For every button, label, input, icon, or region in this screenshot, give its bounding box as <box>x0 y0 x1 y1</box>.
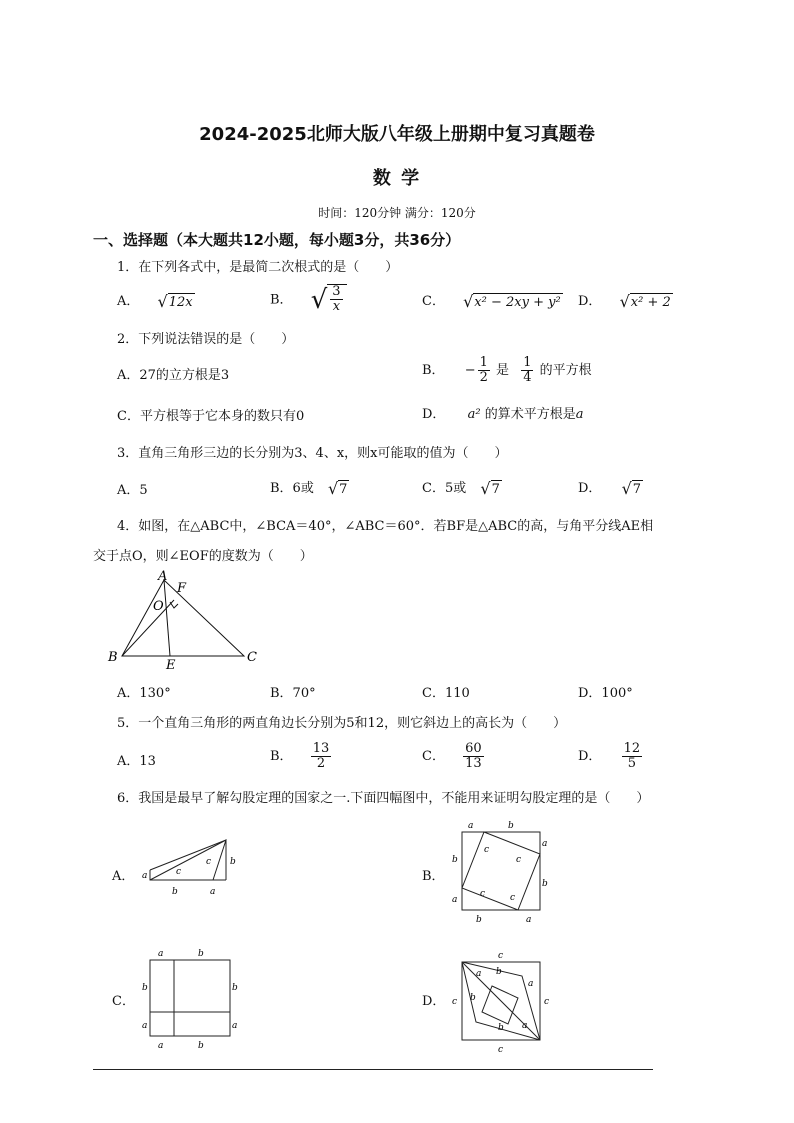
var-b: b <box>542 879 548 889</box>
q4-option-a: A．130° <box>117 686 171 701</box>
fraction: $\frac{1}{4}$ <box>523 355 532 385</box>
var-b: b <box>498 1023 504 1033</box>
var-c: c <box>452 997 458 1007</box>
var-a: a <box>232 1021 238 1031</box>
question-3-stem: 3．直角三角形三边的长分别为3、4、x，则x可能取的值为（ ） <box>117 446 508 461</box>
var-b: b <box>198 1041 204 1051</box>
q1-option-b <box>270 284 347 316</box>
var-c: c <box>516 855 522 865</box>
var-b: b <box>476 915 482 925</box>
var-a: a <box>452 895 458 905</box>
option-label: D． <box>422 407 446 422</box>
var-b: b <box>232 983 238 993</box>
page-title: 2024-2025北师大版八年级上册期中复习真题卷 <box>199 124 595 145</box>
q1-option-c <box>422 290 563 311</box>
q5-option-a: A．13 <box>117 754 156 769</box>
var-b: b <box>198 949 204 959</box>
q4-option-b: B．70° <box>270 686 316 701</box>
fraction: $\frac{13}{2}$ <box>312 741 330 771</box>
question-1-stem: 1．在下列各式中，是最简二次根式的是（ ） <box>117 260 399 275</box>
var-a: a <box>158 949 164 959</box>
option-label: C． <box>422 749 445 764</box>
q3-option-c <box>422 477 502 498</box>
option-label: B． <box>422 363 445 378</box>
question-6-stem: 6．我国是最早了解勾股定理的国家之一.下面四幅图中，不能用来证明勾股定理的是（ ） <box>117 791 650 806</box>
var-b: b <box>230 857 236 867</box>
fraction: $\frac{1}{2}$ <box>479 355 488 385</box>
label-e: E <box>166 658 176 672</box>
var-c: c <box>498 1045 504 1055</box>
label-o: O <box>153 599 164 614</box>
question-4-stem-line2: 交于点O，则∠EOF的度数为（ ） <box>93 549 313 564</box>
var-b: b <box>142 983 148 993</box>
fraction: $\frac{12}{5}$ <box>623 741 641 771</box>
option-label: D． <box>578 294 602 309</box>
q5-option-d <box>578 742 644 771</box>
option-label: A． <box>117 294 140 309</box>
triangle-figure <box>100 568 270 672</box>
text: 的平方根 <box>539 363 592 378</box>
var-c: c <box>176 867 182 877</box>
var-a: a <box>476 969 482 979</box>
sqrt-expr: √ x² + 2 <box>619 291 671 311</box>
question-5-stem: 5．一个直角三角形的两直角边长分别为5和12，则它斜边上的高长为（ ） <box>117 716 567 731</box>
math-var: a <box>575 407 584 422</box>
q3-option-a: A．5 <box>117 483 148 498</box>
text: 的算术平方根是 <box>484 407 576 422</box>
var-b: b <box>508 821 514 831</box>
var-a: a <box>142 871 148 881</box>
sqrt-expr: √ 12x <box>157 291 193 311</box>
label-b: B <box>108 650 118 665</box>
var-b: b <box>172 887 178 897</box>
bisector-ae <box>164 580 170 656</box>
var-c: c <box>206 857 212 867</box>
q2-option-d <box>422 403 583 422</box>
label-c: C <box>247 650 257 665</box>
q3-option-b <box>270 477 349 498</box>
q6-option-d-label: D． <box>422 994 446 1009</box>
section-heading: 一、选择题（本大题共12小题，每小题3分，共36分） <box>93 231 461 249</box>
text: 是 <box>496 363 510 378</box>
q2-option-c: C．平方根等于它本身的数只有0 <box>117 409 305 424</box>
sqrt-expr: √ 7 <box>621 478 642 498</box>
q2-option-b <box>422 356 592 385</box>
bottom-rule <box>93 1069 653 1070</box>
q3-option-d <box>578 477 643 498</box>
q6-figure-d <box>446 946 556 1056</box>
label-a: A <box>158 569 168 584</box>
option-label: D． <box>578 749 602 764</box>
q6-figure-a <box>136 832 246 912</box>
var-b: b <box>470 993 476 1003</box>
var-a: a <box>528 979 534 989</box>
label-f: F <box>177 581 187 596</box>
sqrt-fraction: √ $\frac{3}{x}$ <box>311 284 347 316</box>
q4-option-d: D．100° <box>578 686 633 701</box>
var-a: a <box>468 821 474 831</box>
time-info: 时间：120分钟 满分：120分 <box>318 206 476 220</box>
q6-figure-b <box>446 818 556 928</box>
q2-option-a: A．27的立方根是3 <box>117 368 230 383</box>
right-angle-mark <box>170 602 178 608</box>
option-label: B． <box>270 749 293 764</box>
minus-sign: − <box>464 363 476 378</box>
option-label: D． <box>578 481 602 496</box>
subject-title: 数 学 <box>372 168 422 189</box>
q1-option-d <box>578 290 673 311</box>
var-b: b <box>452 855 458 865</box>
var-a: a <box>522 1021 528 1031</box>
var-c: c <box>480 889 486 899</box>
var-a: a <box>526 915 532 925</box>
var-a: a <box>142 1021 148 1031</box>
option-label: B． <box>270 292 293 308</box>
var-a: a <box>210 887 216 897</box>
sqrt-expr: √ 7 <box>327 478 348 498</box>
math-expr: a² <box>467 407 481 422</box>
sqrt-expr: √ 7 <box>480 478 500 498</box>
q6-option-b-label: B． <box>422 869 445 884</box>
q6-option-c-label: C． <box>112 994 135 1009</box>
var-c: c <box>544 997 550 1007</box>
var-a: a <box>542 839 548 849</box>
var-c: c <box>510 893 516 903</box>
fraction: $\frac{60}{13}$ <box>465 741 482 771</box>
var-a: a <box>158 1041 164 1051</box>
var-c: c <box>498 951 504 961</box>
question-2-stem: 2．下列说法错误的是（ ） <box>117 332 295 347</box>
var-b: b <box>496 967 502 977</box>
option-label: C． <box>422 294 445 309</box>
q4-option-c: C．110 <box>422 686 470 701</box>
sqrt-expr: √ x² − 2xy + y² <box>463 291 561 311</box>
q6-option-a-label: A． <box>112 869 135 884</box>
q6-figure-c <box>136 946 246 1054</box>
question-4-stem-line1: 4．如图，在△ABC中，∠BCA＝40°，∠ABC＝60°．若BF是△ABC的高，与角平分线AE相 <box>117 519 654 534</box>
var-c: c <box>484 845 490 855</box>
q1-option-a <box>117 290 195 311</box>
q5-option-c <box>422 742 486 771</box>
option-label: B．6或 <box>270 481 314 496</box>
q5-option-b <box>270 742 333 771</box>
option-label: C．5或 <box>422 481 467 496</box>
